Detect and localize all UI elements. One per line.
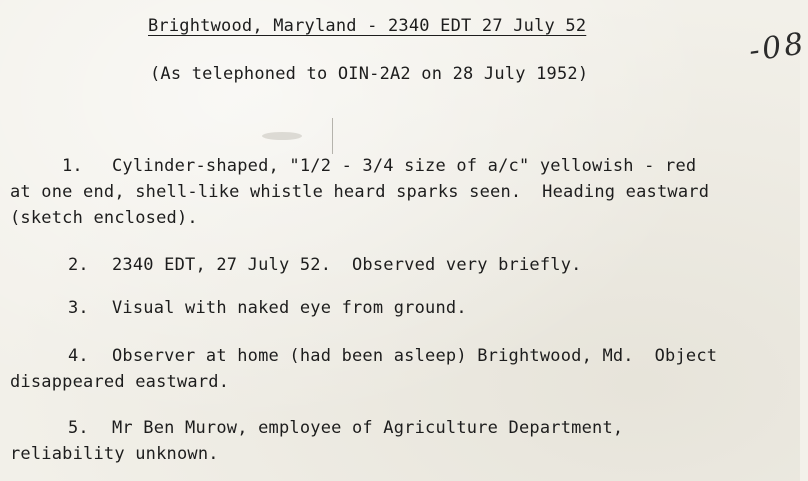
stray-pencil-mark bbox=[332, 118, 333, 154]
item-4-number: 4. bbox=[68, 346, 89, 366]
item-2-number: 2. bbox=[68, 255, 89, 275]
item-1-line-1: Cylinder-shaped, "1/2 - 3/4 size of a/c" yellowish - red bbox=[112, 156, 697, 176]
item-3-line-1: Visual with naked eye from ground. bbox=[112, 298, 467, 318]
item-1-number: 1. bbox=[62, 156, 83, 176]
ink-smudge bbox=[262, 132, 302, 140]
item-4-line-2: disappeared eastward. bbox=[10, 372, 230, 392]
item-1-line-3: (sketch enclosed). bbox=[10, 208, 198, 228]
item-2-line-1: 2340 EDT, 27 July 52. Observed very briefly. bbox=[112, 255, 582, 275]
item-1-line-2: at one end, shell-like whistle heard sparks seen. Heading eastward bbox=[10, 182, 710, 202]
item-4-line-1: Observer at home (had been asleep) Brightwood, Md. Object bbox=[112, 346, 718, 366]
item-5-line-1: Mr Ben Murow, employee of Agriculture Department, bbox=[112, 418, 624, 438]
item-5-line-2: reliability unknown. bbox=[10, 444, 219, 464]
item-5-number: 5. bbox=[68, 418, 89, 438]
document-title: Brightwood, Maryland - 2340 EDT 27 July 52 bbox=[148, 16, 587, 36]
item-3-number: 3. bbox=[68, 298, 89, 318]
document-subtitle: (As telephoned to OIN-2A2 on 28 July 1952) bbox=[150, 64, 589, 84]
handwritten-margin-mark: -08 bbox=[746, 26, 808, 69]
